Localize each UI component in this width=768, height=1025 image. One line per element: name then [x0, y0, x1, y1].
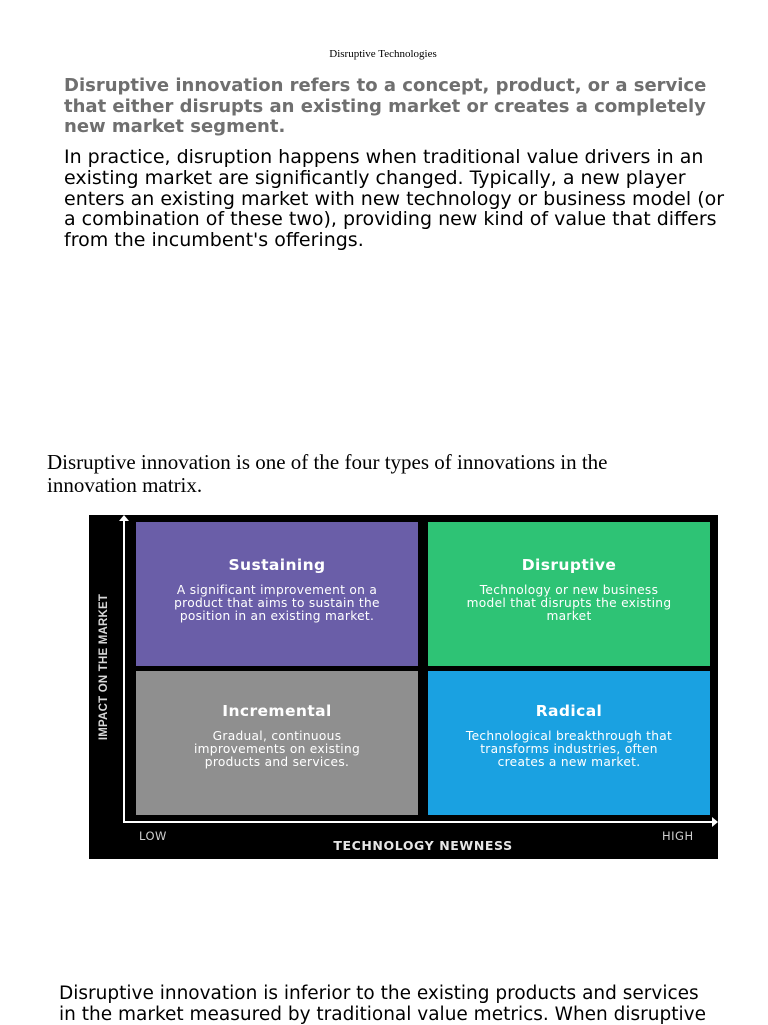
quadrant-incremental — [136, 671, 418, 815]
quadrant-radical — [428, 671, 710, 815]
y-axis-line — [123, 517, 125, 823]
quadrant-sustaining — [136, 522, 418, 666]
quadrant-description: Technology or new business model that disrupts the existing market — [466, 583, 672, 624]
quadrant-title: Incremental — [222, 702, 332, 720]
x-axis-high-label: HIGH — [662, 829, 694, 843]
quadrant-description: Technological breakthrough that transforms industries, often creates a new market. — [465, 729, 673, 770]
lead-paragraph: Disruptive innovation refers to a concept, product, or a service that either disrupts an existing market or creates a completely new market segment. — [64, 75, 707, 137]
y-axis-arrow-icon — [119, 515, 129, 521]
quadrant-description: Gradual, continuous improvements on existing products and services. — [193, 729, 361, 770]
quadrant-title: Sustaining — [228, 556, 326, 574]
quadrant-description: A significant improvement on a product that aims to sustain the position in an existing market. — [174, 583, 380, 624]
innovation-matrix — [89, 515, 718, 859]
y-axis-label: IMPACT ON THE MARKET — [98, 593, 110, 741]
quadrant-disruptive — [428, 522, 710, 666]
bottom-paragraph: Disruptive innovation is inferior to the existing products and services in the market measured by traditional value metrics. When disruptive — [59, 983, 706, 1025]
x-axis-line — [123, 821, 713, 823]
body-paragraph: In practice, disruption happens when traditional value drivers in an existing market are significantly changed. Typically, a new player enters an existing market with new technology or business model (or a combination of these two), providing new kind of value that differs from the incumbent's offerings. — [64, 146, 725, 252]
quadrant-title: Disruptive — [521, 556, 617, 574]
page-header: Disruptive Technologies — [329, 48, 437, 60]
x-axis-label: TECHNOLOGY NEWNESS — [333, 838, 513, 853]
quadrant-title: Radical — [535, 702, 603, 720]
matrix-intro: Disruptive innovation is one of the four types of innovations in the innovation matrix. — [47, 450, 608, 497]
x-axis-arrow-icon — [712, 817, 718, 827]
x-axis-low-label: LOW — [139, 829, 167, 843]
